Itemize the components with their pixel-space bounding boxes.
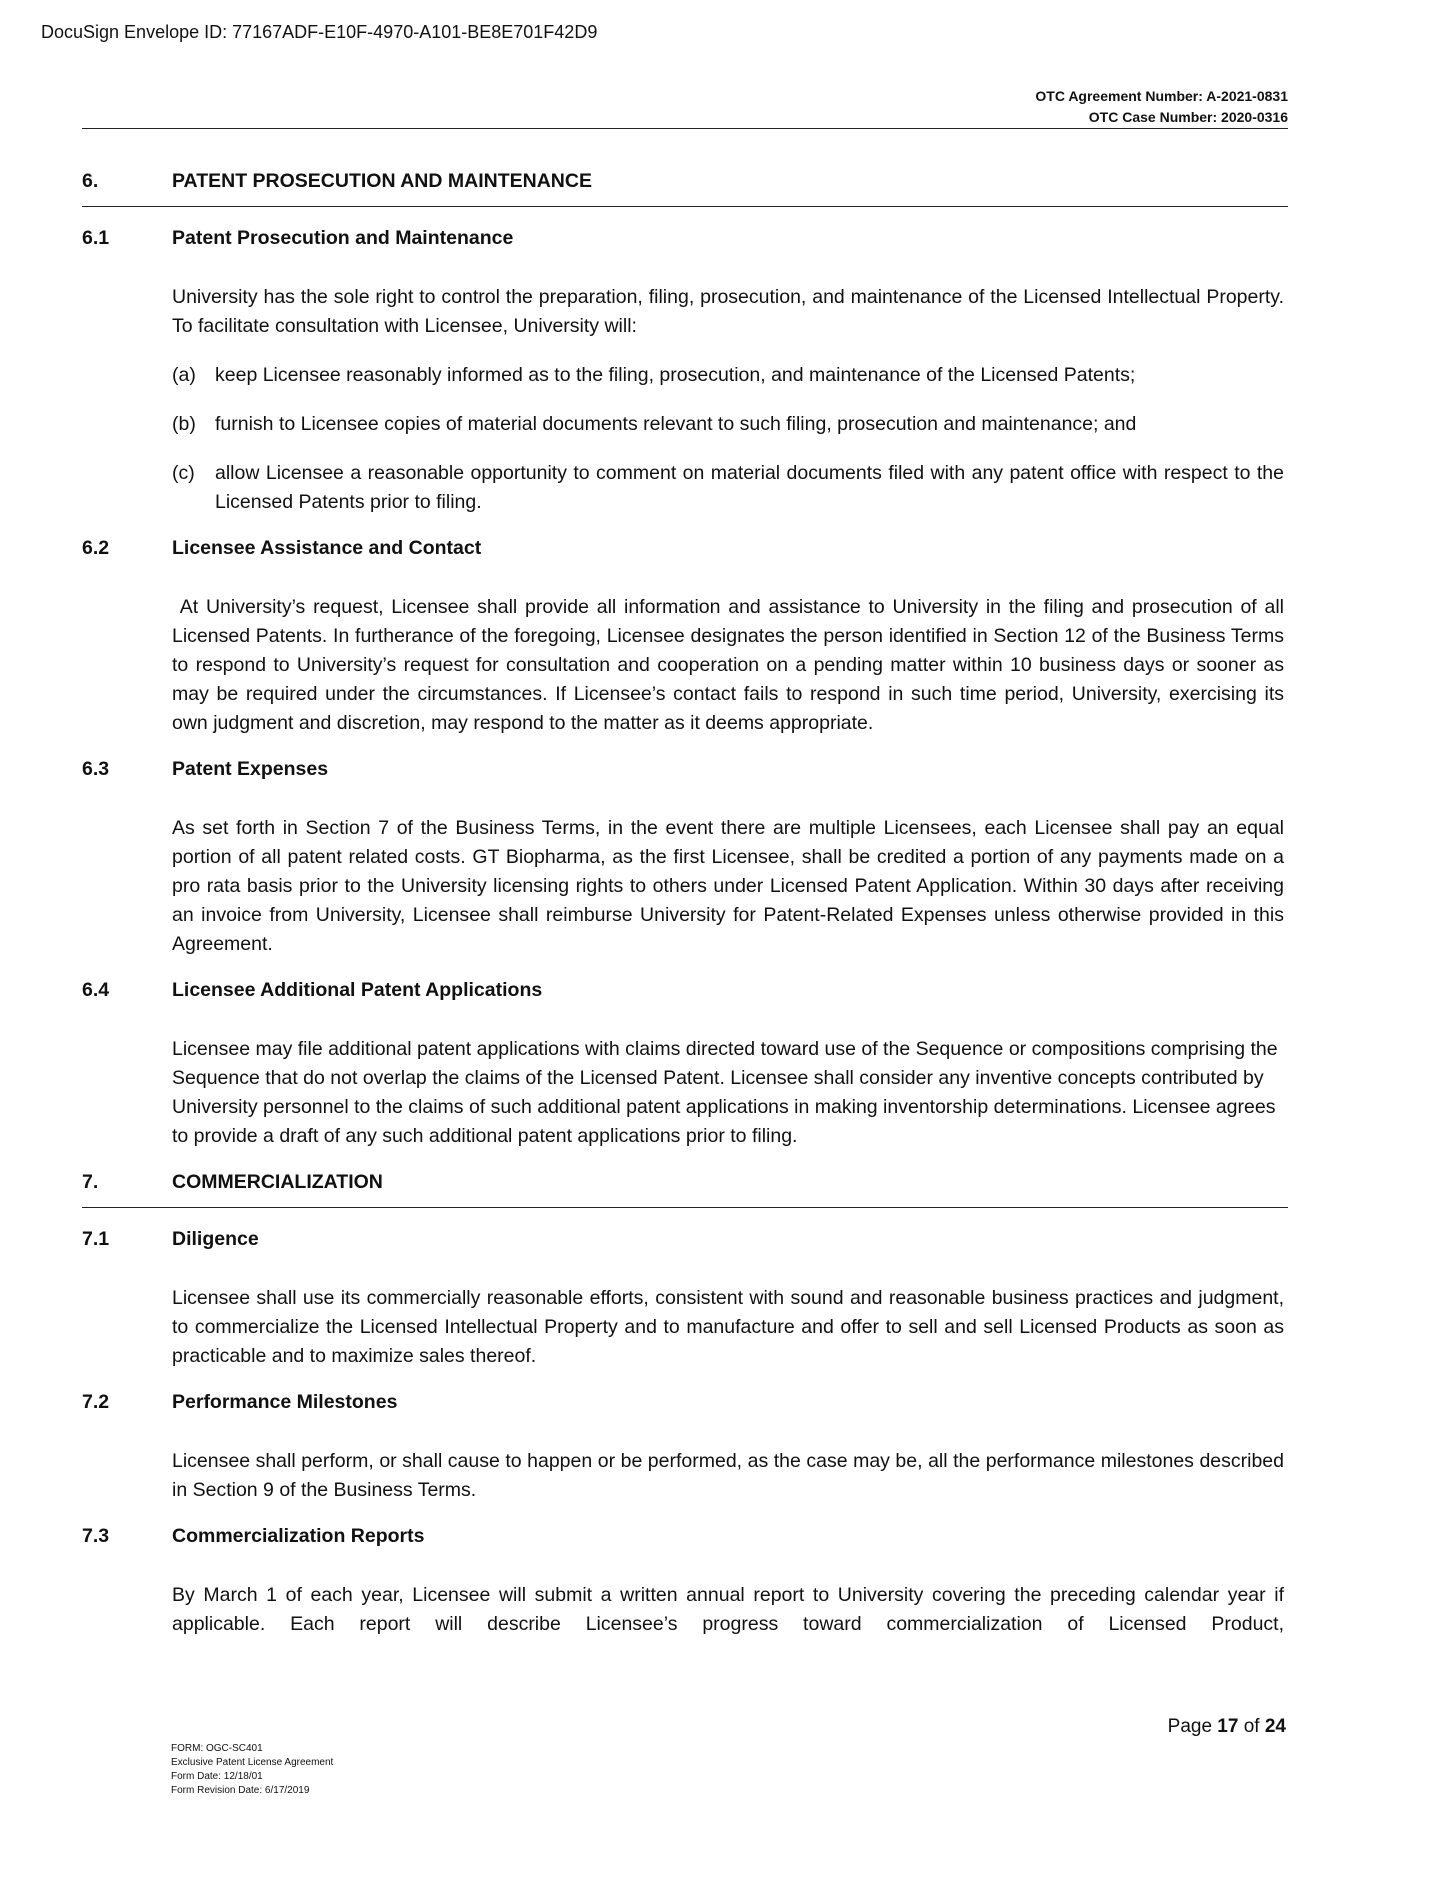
section-title: COMMERCIALIZATION xyxy=(172,1171,383,1193)
section-number: 6.3 xyxy=(82,758,110,780)
page-prefix: Page xyxy=(1167,1716,1213,1737)
page-of: of xyxy=(1243,1716,1260,1737)
section-number: 6.1 xyxy=(82,227,110,249)
section-7-1-heading xyxy=(82,1228,1288,1262)
list-text: allow Licensee a reasonable opportunity to comment on material documents filed with any patent office with respect to the Licensed Patents prior to filing. xyxy=(215,462,1284,513)
section-6-1-heading xyxy=(82,227,1288,261)
section-title: Licensee Additional Patent Applications xyxy=(172,979,543,1001)
section-7-heading xyxy=(82,1171,1288,1208)
section-6-1-body: University has the sole right to control the preparation, filing, prosecution, and maintenance of the Licensed Intellectual Property. To facilitate consultation with Licensee, University will: xyxy=(172,286,1284,337)
form-date: Form Date: 12/18/01 xyxy=(171,1771,263,1782)
agreement-number: OTC Agreement Number: A-2021-0831 xyxy=(1035,88,1288,104)
section-title: Commercialization Reports xyxy=(172,1525,425,1547)
case-number: OTC Case Number: 2020-0316 xyxy=(1088,109,1288,125)
list-text: furnish to Licensee copies of material documents relevant to such filing, prosecution and maintenance; and xyxy=(215,413,1137,435)
section-6-4-body: Licensee may file additional patent applications with claims directed toward use of the Sequence or compositions comprising the Sequence that do not overlap the claims of the Licensed Patent. Licensee shall consider any inventive concepts contributed by University personnel to the claims of such additional patent applications in making inventorship determinations. Licensee agrees to provide a draft of any such additional patent applications prior to filing. xyxy=(172,1038,1278,1147)
list-item-b xyxy=(172,410,1284,439)
section-7-1-body: Licensee shall use its commercially reasonable efforts, consistent with sound and reasonable business practices and judgment, to commercialize the Licensed Intellectual Property and to manufacture and offer to sell and sell Licensed Products as soon as practicable and to maximize sales thereof. xyxy=(172,1287,1284,1367)
list-label: (a) xyxy=(172,364,196,386)
section-number: 6.4 xyxy=(82,979,110,1001)
section-title: Performance Milestones xyxy=(172,1391,398,1413)
docusign-envelope-id: DocuSign Envelope ID: 77167ADF-E10F-4970-A101-BE8E701F42D9 xyxy=(41,22,598,42)
section-7-2-heading xyxy=(82,1391,1288,1425)
section-6-2-heading xyxy=(82,537,1288,571)
section-number: 7. xyxy=(82,1171,99,1193)
form-title: Exclusive Patent License Agreement xyxy=(171,1757,334,1768)
section-7-3-heading xyxy=(82,1525,1288,1559)
list-label: (c) xyxy=(172,462,195,484)
section-6-2-body: At University’s request, Licensee shall provide all information and assistance to University in the filing and prosecution of all Licensed Patents. In furtherance of the foregoing, Licensee designates the person identified in Section 12 of the Business Terms to respond to University’s request for consultation and cooperation on a pending matter within 10 business days or sooner as may be required under the circumstances. If Licensee’s contact fails to respond in such time period, University, exercising its own judgment and discretion, may respond to the matter as it deems appropriate. xyxy=(172,596,1284,734)
section-6-4-heading xyxy=(82,979,1288,1013)
list-item-c xyxy=(172,459,1284,517)
section-6-3-heading xyxy=(82,758,1288,792)
section-number: 7.2 xyxy=(82,1391,110,1413)
section-title: Diligence xyxy=(172,1228,259,1250)
section-title: Licensee Assistance and Contact xyxy=(172,537,482,559)
otc-header xyxy=(1035,86,1288,128)
list-text: keep Licensee reasonably informed as to the filing, prosecution, and maintenance of the Licensed Patents; xyxy=(215,364,1136,386)
section-6-3-body: As set forth in Section 7 of the Business Terms, in the event there are multiple Licensees, each Licensee shall pay an equal portion of all patent related costs. GT Biopharma, as the first Licensee, shall be credited a portion of any payments made on a pro rata basis prior to the University licensing rights to others under Licensed Patent Application. Within 30 days after receiving an invoice from University, Licensee shall reimburse University for Patent-Related Expenses unless otherwise provided in this Agreement. xyxy=(172,817,1284,955)
section-7-3-body: By March 1 of each year, Licensee will submit a written annual report to University covering the preceding calendar year if applicable. Each report will describe Licensee’s progress toward commercialization of Licensed Product, xyxy=(172,1584,1284,1635)
section-number: 7.3 xyxy=(82,1525,110,1547)
document-body xyxy=(82,170,1288,1639)
page-total: 24 xyxy=(1264,1716,1286,1737)
list-item-a xyxy=(172,361,1284,390)
section-title: Patent Expenses xyxy=(172,758,329,780)
page-number xyxy=(1168,1716,1286,1738)
form-footer xyxy=(171,1742,333,1798)
form-id: FORM: OGC-SC401 xyxy=(171,1743,263,1754)
form-revision-date: Form Revision Date: 6/17/2019 xyxy=(171,1785,310,1796)
page-current: 17 xyxy=(1217,1716,1239,1737)
section-6-heading xyxy=(82,170,1288,207)
section-7-2-body: Licensee shall perform, or shall cause to happen or be performed, as the case may be, all the performance milestones described in Section 9 of the Business Terms. xyxy=(172,1450,1284,1501)
section-title: Patent Prosecution and Maintenance xyxy=(172,227,514,249)
list-label: (b) xyxy=(172,413,196,435)
section-number: 7.1 xyxy=(82,1228,110,1250)
section-number: 6.2 xyxy=(82,537,110,559)
section-number: 6. xyxy=(82,170,99,192)
section-title: PATENT PROSECUTION AND MAINTENANCE xyxy=(172,170,592,192)
header-rule xyxy=(82,128,1288,129)
